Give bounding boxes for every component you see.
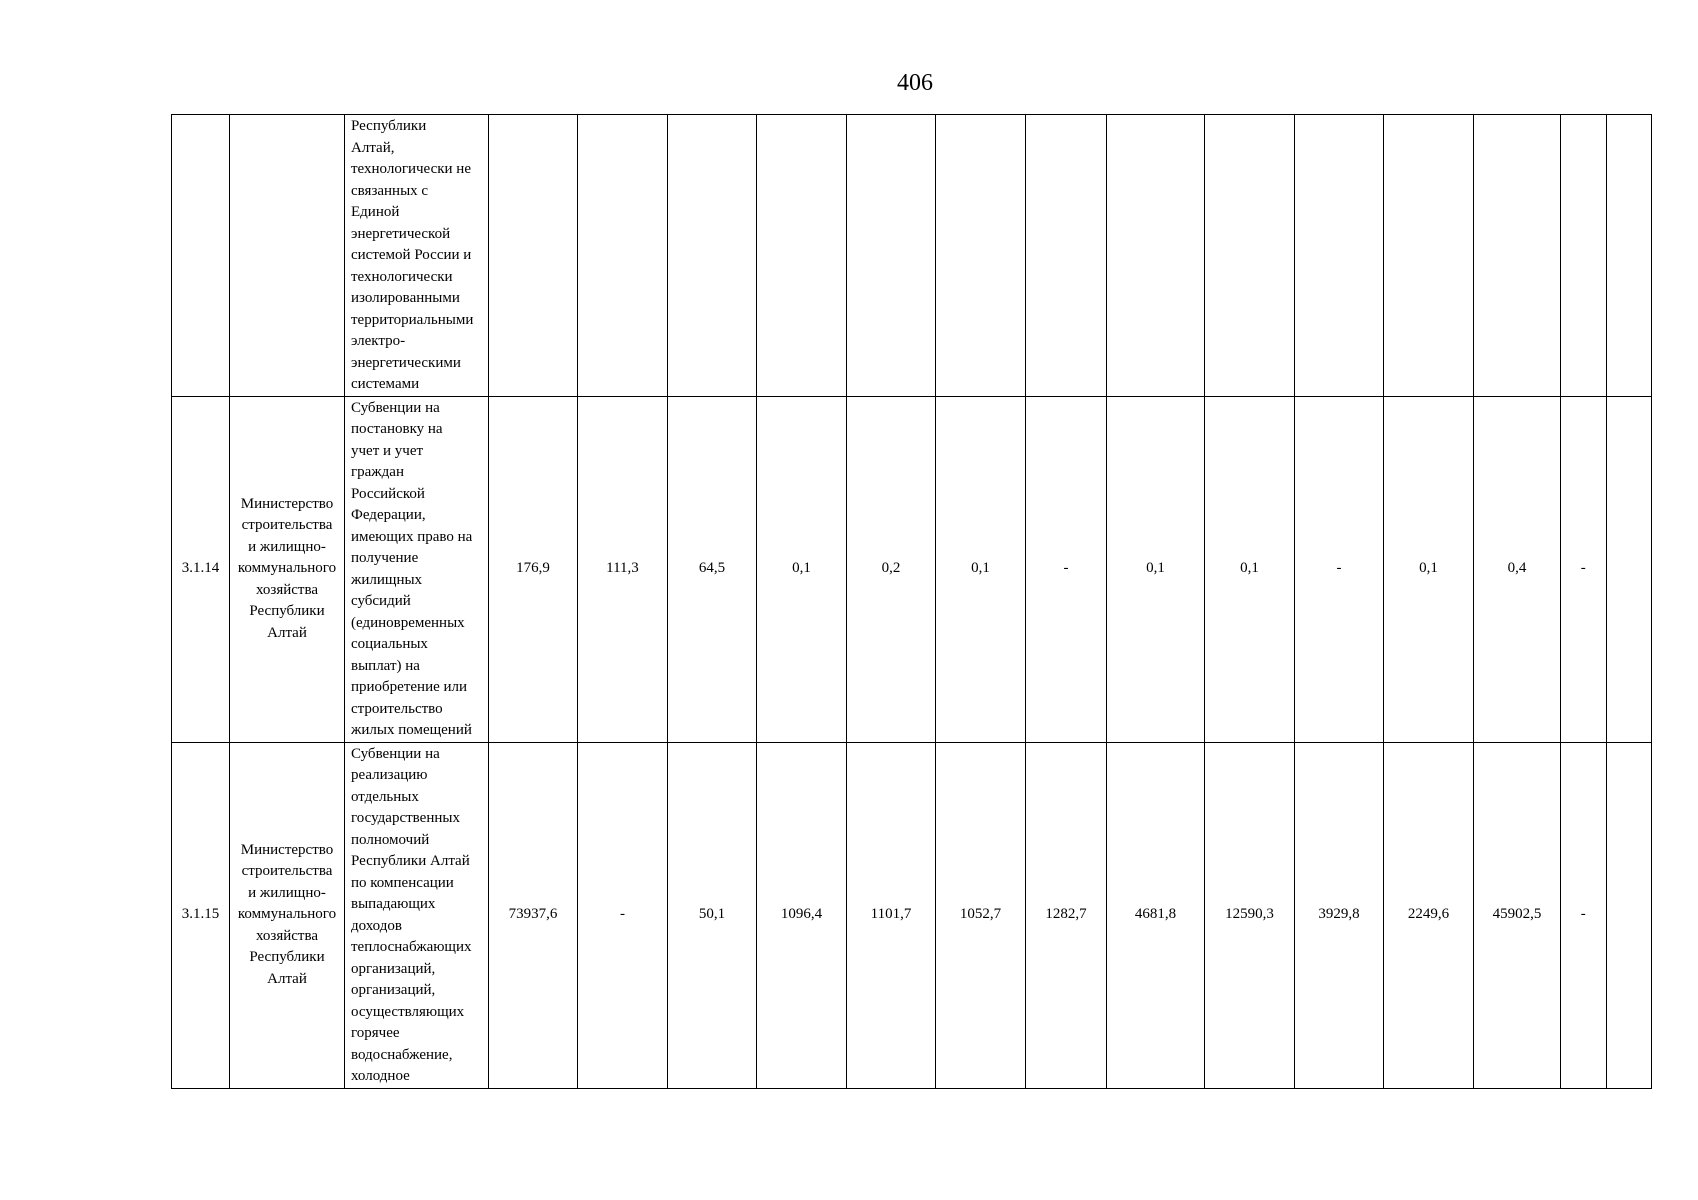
value-cell: - xyxy=(1561,742,1607,1088)
organization-line: и жилищно- xyxy=(248,538,326,555)
budget-table xyxy=(171,114,1652,1089)
value-cell xyxy=(668,115,757,397)
description-cell xyxy=(345,396,489,742)
description-line: отдельных xyxy=(351,788,419,805)
value-cell xyxy=(578,115,668,397)
value-cell: - xyxy=(1295,396,1384,742)
organization-line: Республики xyxy=(249,949,325,966)
description-line: горячее xyxy=(351,1025,400,1041)
description-line: организаций, xyxy=(351,982,436,998)
value-cell: - xyxy=(1561,396,1607,742)
organization-line: строительства xyxy=(241,863,333,880)
value-cell xyxy=(847,115,936,397)
description-line: социальных xyxy=(351,636,428,652)
organization-line: коммунального xyxy=(237,906,337,923)
description-line: Единой xyxy=(351,204,400,220)
value-cell: 3929,8 xyxy=(1295,742,1384,1088)
value-cell: - xyxy=(1026,396,1107,742)
description-line: Республики xyxy=(351,118,427,134)
value-cell: 0,1 xyxy=(757,396,847,742)
description-line: Алтай, xyxy=(351,139,395,156)
description-line: системами xyxy=(351,376,420,392)
row-code-cell: 3.1.14 xyxy=(172,396,230,742)
description-line: технологически не xyxy=(351,161,471,177)
description-line: постановку на xyxy=(351,421,443,437)
value-cell xyxy=(1295,115,1384,397)
description-line: доходов xyxy=(351,917,402,934)
value-cell: 64,5 xyxy=(668,396,757,742)
description-line: связанных с xyxy=(351,182,429,199)
description-line: жилых помещений xyxy=(351,722,472,738)
table-row xyxy=(172,115,1652,397)
description-line: граждан xyxy=(351,464,404,480)
value-cell: 176,9 xyxy=(489,396,578,742)
organization-cell xyxy=(230,396,345,742)
description-line: жилищных xyxy=(351,571,423,588)
description-line: государственных xyxy=(351,810,460,826)
description-line: Субвенции на xyxy=(351,745,440,762)
value-cell xyxy=(1606,115,1652,397)
organization-line: Министерство xyxy=(240,841,334,858)
organization-line: строительства xyxy=(241,517,333,534)
description-line: изолированными xyxy=(351,290,460,306)
value-cell xyxy=(489,115,578,397)
value-cell: 50,1 xyxy=(668,742,757,1088)
value-cell: 0,1 xyxy=(936,396,1026,742)
description-line: Республики Алтай xyxy=(351,853,470,869)
value-cell xyxy=(1205,115,1295,397)
description-line: полномочий xyxy=(351,831,430,848)
value-cell: 0,1 xyxy=(1205,396,1295,742)
description-line: выплат) на xyxy=(351,657,420,674)
description-line: территориальными xyxy=(351,311,474,328)
description-line: Российской xyxy=(351,485,425,502)
table-row xyxy=(172,742,1652,1088)
page-number: 406 xyxy=(897,70,933,96)
description-line: энергетическими xyxy=(351,354,461,371)
organization-cell xyxy=(230,115,345,397)
value-cell xyxy=(1384,115,1474,397)
organization-line: Алтай xyxy=(267,970,307,987)
description-cell xyxy=(345,115,489,397)
value-cell xyxy=(936,115,1026,397)
value-cell: 0,1 xyxy=(1384,396,1474,742)
description-line: электро- xyxy=(351,333,406,349)
organization-cell xyxy=(230,742,345,1088)
table-row xyxy=(172,396,1652,742)
value-cell: 0,1 xyxy=(1107,396,1205,742)
description-line: (единовременных xyxy=(351,614,465,631)
description-line: учет и учет xyxy=(351,442,424,459)
value-cell: 111,3 xyxy=(578,396,668,742)
description-line: осуществляющих xyxy=(351,1003,465,1020)
description-line: выпадающих xyxy=(351,896,436,912)
value-cell xyxy=(1474,115,1561,397)
organization-line: Республики xyxy=(249,603,325,620)
value-cell xyxy=(1606,396,1652,742)
value-cell: 12590,3 xyxy=(1205,742,1295,1088)
description-line: Федерации, xyxy=(351,507,426,523)
organization-line: хозяйства xyxy=(255,581,319,598)
description-line: системой России и xyxy=(351,247,472,263)
value-cell: 0,4 xyxy=(1474,396,1561,742)
value-cell xyxy=(757,115,847,397)
value-cell: 0,2 xyxy=(847,396,936,742)
description-line: приобретение или xyxy=(351,679,468,695)
organization-line: коммунального xyxy=(237,560,337,577)
value-cell xyxy=(1107,115,1205,397)
description-line: строительство xyxy=(351,700,443,717)
description-line: теплоснабжающих xyxy=(351,939,472,955)
description-cell xyxy=(345,742,489,1088)
organization-line: хозяйства xyxy=(255,927,319,944)
organization-line: Алтай xyxy=(267,624,307,641)
value-cell: - xyxy=(578,742,668,1088)
value-cell: 1101,7 xyxy=(847,742,936,1088)
row-code-cell: 3.1.15 xyxy=(172,742,230,1088)
description-line: технологически xyxy=(351,268,453,285)
description-line: реализацию xyxy=(351,767,428,783)
row-code-cell xyxy=(172,115,230,397)
description-line: получение xyxy=(351,550,419,566)
value-cell xyxy=(1026,115,1107,397)
description-line: водоснабжение, xyxy=(351,1046,453,1063)
value-cell xyxy=(1561,115,1607,397)
value-cell xyxy=(1606,742,1652,1088)
description-line: Субвенции на xyxy=(351,399,440,416)
value-cell: 73937,6 xyxy=(489,742,578,1088)
description-line: энергетической xyxy=(351,225,451,242)
value-cell: 1282,7 xyxy=(1026,742,1107,1088)
value-cell: 1096,4 xyxy=(757,742,847,1088)
description-line: субсидий xyxy=(351,593,411,609)
value-cell: 1052,7 xyxy=(936,742,1026,1088)
organization-line: Министерство xyxy=(240,495,334,512)
value-cell: 45902,5 xyxy=(1474,742,1561,1088)
description-line: по компенсации xyxy=(351,874,454,891)
description-line: имеющих право на xyxy=(351,528,473,545)
description-line: холодное xyxy=(351,1068,410,1084)
value-cell: 2249,6 xyxy=(1384,742,1474,1088)
organization-line: и жилищно- xyxy=(248,884,326,901)
description-line: организаций, xyxy=(351,960,436,977)
value-cell: 4681,8 xyxy=(1107,742,1205,1088)
